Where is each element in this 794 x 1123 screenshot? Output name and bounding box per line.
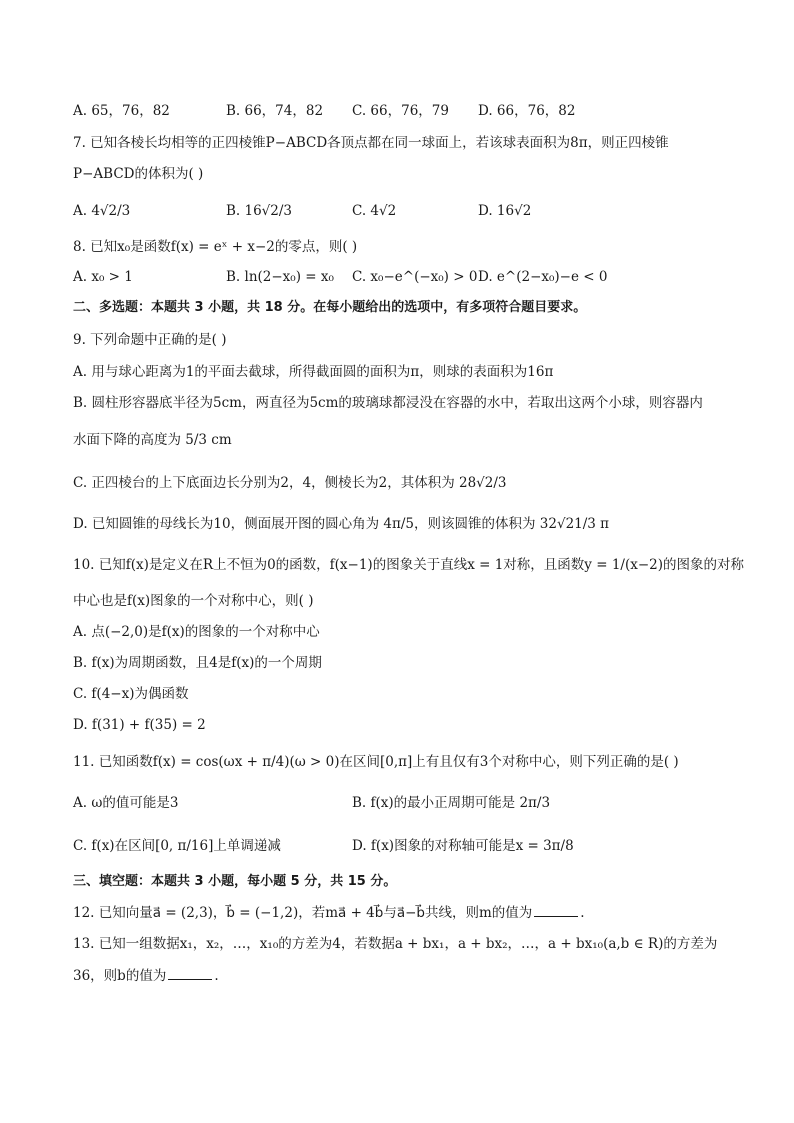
q7-stem-line2: P−ABCD的体积为( ): [73, 166, 204, 182]
q11-option-d: D. f(x)图象的对称轴可能是x = 3π/8: [352, 838, 574, 854]
q13-period: .: [214, 968, 219, 984]
q13-stem-line1: 13. 已知一组数据x₁，x₂，…，x₁₀的方差为4，若数据a + bx₁，a + bx₂，…，a + bx₁₀(a,b ∈ R)的方差为: [73, 936, 718, 952]
q6-option-d: D. 66，76，82: [478, 103, 576, 119]
q8-option-a: A. x₀ > 1: [73, 269, 133, 285]
q8-option-c: C. x₀−e^(−x₀) > 0: [352, 269, 478, 285]
q13-stem-line2: [73, 966, 219, 986]
q12-answer-blank[interactable]: [534, 904, 578, 917]
q6-option-c: C. 66，76，79: [352, 103, 449, 119]
q12-text: 12. 已知向量a⃗ = (2,3)，b⃗ = (−1,2)，若ma⃗ + 4b⃗与a⃗−b⃗共线，则m的值为: [73, 905, 533, 921]
q9-option-c: C. 正四棱台的上下底面边长分别为2，4，侧棱长为2，其体积为 28√2/3: [73, 475, 507, 491]
q12-stem: [73, 903, 585, 923]
q9-option-d: D. 已知圆锥的母线长为10，侧面展开图的圆心角为 4π/5，则该圆锥的体积为 32√21/3 π: [73, 516, 610, 532]
q11-stem: 11. 已知函数f(x) = cos(ωx + π/4)(ω > 0)在区间[0,π]上有且仅有3个对称中心，则下列正确的是( ): [73, 754, 679, 770]
q10-stem-line2: 中心也是f(x)图象的一个对称中心，则( ): [73, 593, 314, 609]
q7-option-d: D. 16√2: [478, 203, 532, 219]
section-heading-multiple-choice: 二、多选题：本题共 3 小题，共 18 分。在每小题给出的选项中，有多项符合题目要求。: [73, 300, 587, 315]
section-heading-fill-in: 三、填空题：本题共 3 小题，每小题 5 分，共 15 分。: [73, 874, 397, 889]
q13-text: 36，则b的值为: [73, 968, 167, 984]
q9-stem: 9. 下列命题中正确的是( ): [73, 332, 227, 348]
q9-option-a: A. 用与球心距离为1的平面去截球，所得截面圆的面积为π，则球的表面积为16π: [73, 364, 554, 380]
q10-option-b: B. f(x)为周期函数，且4是f(x)的一个周期: [73, 655, 322, 671]
q8-option-d: D. e^(2−x₀)−e < 0: [478, 269, 608, 285]
q9-option-b-line2: 水面下降的高度为 5/3 cm: [73, 432, 232, 448]
q7-option-c: C. 4√2: [352, 203, 397, 219]
q10-option-c: C. f(4−x)为偶函数: [73, 686, 189, 702]
q10-option-d: D. f(31) + f(35) = 2: [73, 717, 206, 733]
q6-option-b: B. 66，74，82: [226, 103, 324, 119]
q7-stem-line1: 7. 已知各棱长均相等的正四棱锥P−ABCD各顶点都在同一球面上，若该球表面积为8π，则正四棱锥: [73, 135, 669, 151]
q8-stem: 8. 已知x₀是函数f(x) = eˣ + x−2的零点，则( ): [73, 239, 358, 255]
q12-period: .: [580, 905, 585, 921]
q11-option-b: B. f(x)的最小正周期可能是 2π/3: [352, 795, 551, 811]
q7-option-a: A. 4√2/3: [73, 203, 131, 219]
q10-stem-line1: 10. 已知f(x)是定义在R上不恒为0的函数，f(x−1)的图象关于直线x = 1对称，且函数y = 1/(x−2)的图象的对称: [73, 557, 745, 573]
q6-option-a: A. 65，76，82: [73, 103, 170, 119]
q11-option-c: C. f(x)在区间[0, π/16]上单调递减: [73, 838, 281, 854]
q9-option-b-line1: B. 圆柱形容器底半径为5cm，两直径为5cm的玻璃球都浸没在容器的水中，若取出这两个小球，则容器内: [73, 395, 703, 411]
q11-option-a: A. ω的值可能是3: [73, 795, 179, 811]
q7-option-b: B. 16√2/3: [226, 203, 293, 219]
q10-option-a: A. 点(−2,0)是f(x)的图象的一个对称中心: [73, 624, 320, 640]
q8-option-b: B. ln(2−x₀) = x₀: [226, 269, 334, 285]
q13-answer-blank[interactable]: [168, 967, 212, 980]
